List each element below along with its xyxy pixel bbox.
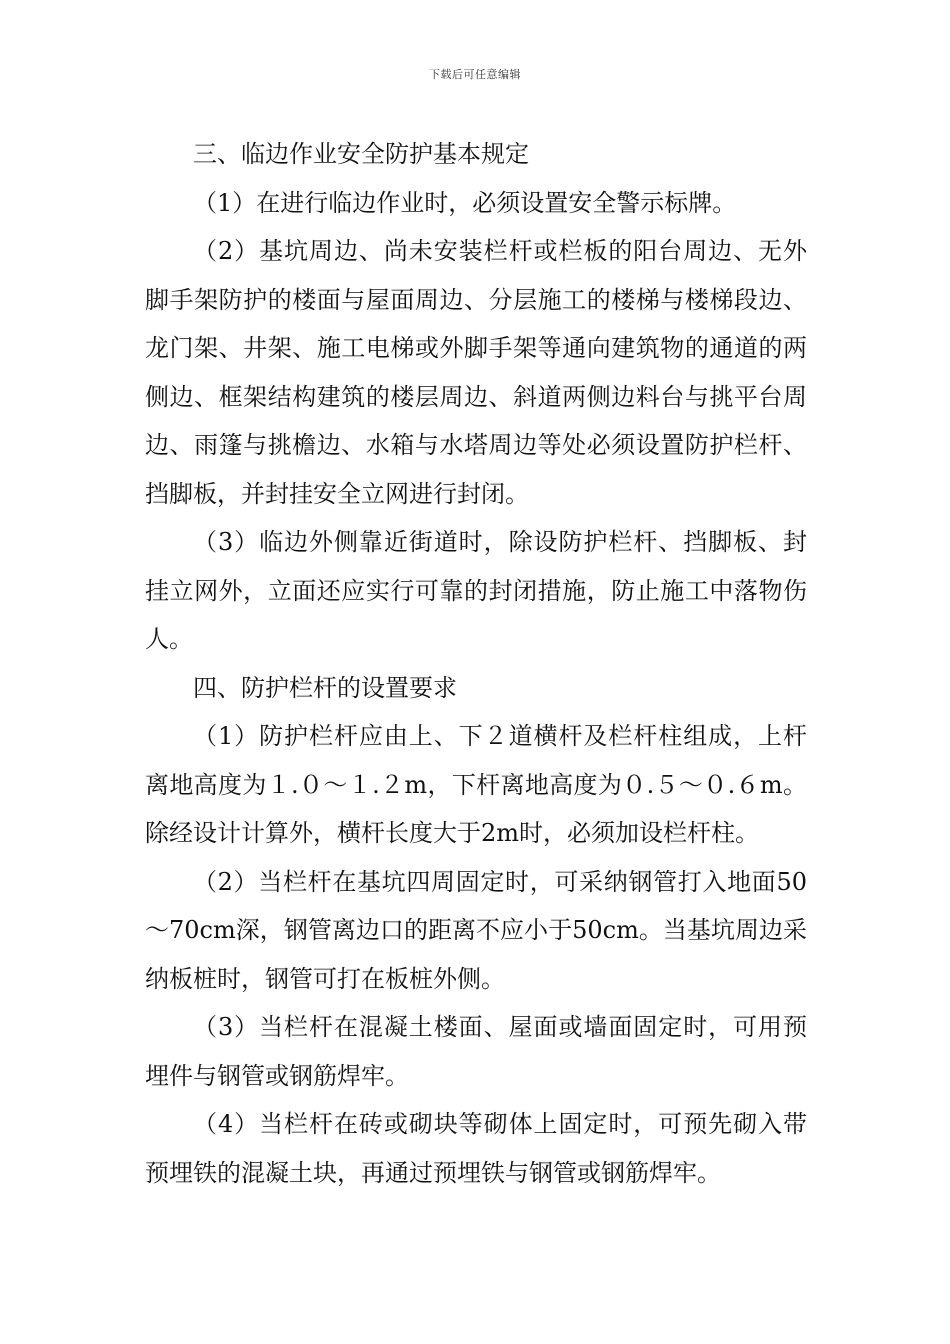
- section-heading-4: 四、防护栏杆的设置要求: [193, 673, 457, 702]
- document-body: [145, 130, 807, 1197]
- paragraph-4-1: （1）防护栏杆应由上、下２道横杆及栏杆柱组成，上杆离地高度为１.０～１.２m，下杆离地高度为０.５～０.６m。除经设计计算外，横杆长度大于2m时，必须加设栏杆柱。: [145, 722, 807, 847]
- section-heading-3: 三、临边作业安全防护基本规定: [193, 140, 529, 168]
- page-header-note: 下载后可任意编辑: [429, 68, 521, 81]
- paragraph-3-3: （3）临边外侧靠近街道时，除设防护栏杆、挡脚板、封挂立网外，立面还应实行可靠的封闭措施，防止施工中落物伤人。: [145, 528, 807, 653]
- paragraph-4-2: （2）当栏杆在基坑四周固定时，可采纳钢管打入地面50～70cm深，钢管离边口的距离不应小于50cm。当基坑周边采纳板桩时，钢管可打在板桩外侧。: [145, 867, 807, 993]
- paragraph-4-4: （4）当栏杆在砖或砌块等砌体上固定时，可预先砌入带预埋铁的混凝土块，再通过预埋铁与钢管或钢筋焊牢。: [145, 1110, 807, 1187]
- paragraph-3-1: （1）在进行临边作业时，必须设置安全警示标牌。: [193, 188, 737, 217]
- paragraph-3-2: （2）基坑周边、尚未安装栏杆或栏板的阳台周边、无外脚手架防护的楼面与屋面周边、分层施工的楼梯与楼梯段边、龙门架、井架、施工电梯或外脚手架等通向建筑物的通道的两侧边、框架结构建筑的楼层周边、斜道两侧边料台与挑平台周边、雨篷与挑檐边、水箱与水塔周边等处必须设置防护栏杆、挡脚板，并封挂安全立网进行封闭。: [145, 237, 807, 508]
- paragraph-4-3: （3）当栏杆在混凝土楼面、屋面或墙面固定时，可用预埋件与钢管或钢筋焊牢。: [145, 1013, 807, 1090]
